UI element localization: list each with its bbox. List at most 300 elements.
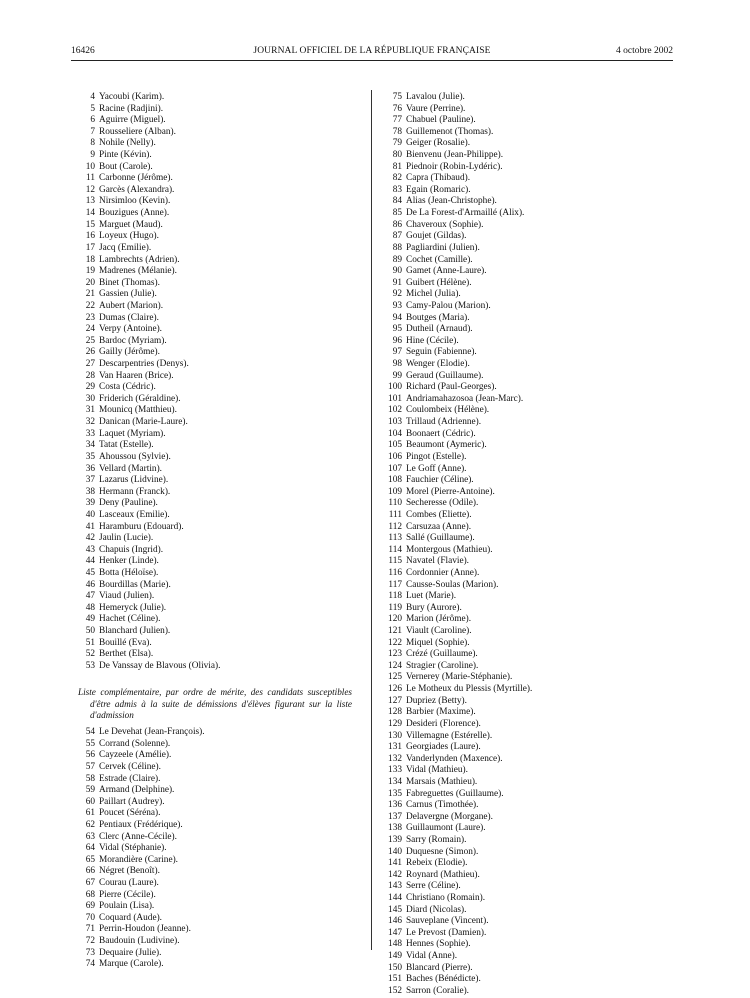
- list-item: [78, 959, 358, 971]
- candidate-name: Madrenes (Mélanie).: [99, 266, 177, 277]
- rank-number: 135: [388, 788, 402, 799]
- candidate-name: Georgiades (Laure).: [406, 742, 481, 753]
- rank-number: 93: [392, 300, 402, 311]
- list-item: [385, 905, 665, 917]
- list-item: [385, 162, 665, 174]
- candidate-name: Paillart (Audrey).: [99, 796, 165, 807]
- rank-number: 55: [85, 738, 95, 749]
- candidate-name: Andriamahazosoa (Jean-Marc).: [406, 393, 524, 404]
- page-header: [71, 44, 673, 58]
- list-item: [385, 614, 665, 626]
- rank-number: 76: [392, 103, 402, 114]
- candidate-name: Estrade (Claire).: [99, 773, 161, 784]
- rank-number: 33: [85, 428, 95, 439]
- candidate-name: Serre (Céline).: [406, 881, 461, 892]
- rank-number: 148: [388, 939, 402, 950]
- rank-number: 36: [85, 463, 95, 474]
- list-item: [385, 974, 665, 986]
- candidate-name: Vanderlynden (Maxence).: [406, 753, 503, 764]
- rank-number: 107: [388, 463, 402, 474]
- rank-number: 149: [388, 951, 402, 962]
- candidate-name: Rebeix (Elodie).: [406, 858, 468, 869]
- list-item: [385, 812, 665, 824]
- candidate-name: Bouzigues (Anne).: [99, 208, 170, 219]
- list-item: [385, 522, 665, 534]
- rank-number: 43: [85, 544, 95, 555]
- rank-number: 56: [85, 750, 95, 761]
- list-item: [385, 765, 665, 777]
- list-item: [78, 313, 358, 325]
- list-item: [385, 823, 665, 835]
- candidate-name: Combes (Eliette).: [406, 509, 472, 520]
- list-item: [78, 785, 358, 797]
- candidate-name: Hermann (Franck).: [99, 486, 171, 497]
- candidate-name: Viaud (Julien).: [99, 591, 155, 602]
- rank-number: 53: [85, 660, 95, 671]
- candidate-name: Christiano (Romain).: [406, 893, 486, 904]
- list-item: [385, 556, 665, 568]
- candidate-name: Pierre (Cécile).: [99, 889, 156, 900]
- list-item: [385, 870, 665, 882]
- list-item: [78, 739, 358, 751]
- rank-number: 106: [388, 451, 402, 462]
- candidate-name: Secheresse (Odile).: [406, 498, 479, 509]
- rank-number: 98: [392, 359, 402, 370]
- candidate-name: Crézé (Guillaume).: [406, 649, 478, 660]
- rank-number: 19: [85, 266, 95, 277]
- list-item: [385, 301, 665, 313]
- rank-number: 130: [388, 730, 402, 741]
- list-item: [78, 626, 358, 638]
- candidate-name: Verpy (Antoine).: [99, 324, 162, 335]
- rank-number: 29: [85, 382, 95, 393]
- list-item: [78, 878, 358, 890]
- candidate-name: Michel (Julia).: [406, 289, 461, 300]
- rank-number: 86: [392, 219, 402, 230]
- rank-number: 8: [90, 138, 95, 149]
- rank-number: 95: [392, 324, 402, 335]
- rank-number: 108: [388, 475, 402, 486]
- candidate-name: Le Prevost (Damien).: [406, 927, 487, 938]
- rank-number: 122: [388, 637, 402, 648]
- rank-number: 63: [85, 831, 95, 842]
- rank-number: 23: [85, 312, 95, 323]
- rank-number: 74: [85, 959, 95, 970]
- list-item: [385, 951, 665, 963]
- admission-list: [78, 92, 358, 672]
- candidate-name: Laquet (Myriam).: [99, 428, 166, 439]
- list-item: [385, 533, 665, 545]
- list-item: [385, 789, 665, 801]
- list-item: [78, 797, 358, 809]
- candidate-name: Causse-Soulas (Marion).: [406, 579, 499, 590]
- candidate-name: Le Goff (Anne).: [406, 463, 467, 474]
- list-item: [78, 231, 358, 243]
- list-item: [78, 661, 358, 673]
- list-item: [78, 440, 358, 452]
- candidate-name: Cordonnier (Anne).: [406, 567, 480, 578]
- rank-number: 84: [392, 196, 402, 207]
- candidate-name: Alias (Jean-Christophe).: [406, 196, 497, 207]
- journal-title: JOURNAL OFFICIEL DE LA RÉPUBLIQUE FRANÇAISE: [253, 46, 491, 56]
- list-item: [385, 173, 665, 185]
- list-item: [78, 832, 358, 844]
- list-item: [385, 185, 665, 197]
- list-item: [78, 820, 358, 832]
- candidate-name: Stragier (Caroline).: [406, 660, 479, 671]
- rank-number: 68: [85, 889, 95, 900]
- list-item: [78, 464, 358, 476]
- list-item: [78, 289, 358, 301]
- candidate-name: Boutges (Maria).: [406, 312, 470, 323]
- candidate-name: Lavalou (Julie).: [406, 92, 465, 102]
- list-item: [385, 127, 665, 139]
- candidate-name: Hennes (Sophie).: [406, 939, 471, 950]
- rank-number: 94: [392, 312, 402, 323]
- rank-number: 77: [392, 115, 402, 126]
- candidate-name: Vidal (Mathieu).: [406, 765, 468, 776]
- rank-number: 48: [85, 602, 95, 613]
- list-item: [78, 866, 358, 878]
- candidate-name: Lazarus (Lidvine).: [99, 475, 169, 486]
- list-item: [385, 498, 665, 510]
- rank-number: 7: [90, 126, 95, 137]
- candidate-name: Van Haaren (Brice).: [99, 370, 174, 381]
- rank-number: 38: [85, 486, 95, 497]
- rank-number: 4: [90, 92, 95, 102]
- list-item: [385, 440, 665, 452]
- rank-number: 20: [85, 277, 95, 288]
- list-item: [78, 405, 358, 417]
- list-item: [78, 255, 358, 267]
- rank-number: 26: [85, 347, 95, 358]
- rank-number: 25: [85, 335, 95, 346]
- candidate-name: Le Devehat (Jean-François).: [99, 727, 205, 738]
- candidate-name: Luet (Marie).: [406, 591, 457, 602]
- list-item: [385, 208, 665, 220]
- list-item: [385, 731, 665, 743]
- rank-number: 30: [85, 393, 95, 404]
- rank-number: 124: [388, 660, 402, 671]
- list-item: [385, 638, 665, 650]
- list-item: [78, 510, 358, 522]
- candidate-name: Bienvenu (Jean-Philippe).: [406, 150, 504, 161]
- complementary-list: [78, 727, 358, 971]
- candidate-name: Marion (Jérôme).: [406, 614, 472, 625]
- rank-number: 51: [85, 637, 95, 648]
- rank-number: 5: [90, 103, 95, 114]
- rank-number: 142: [388, 869, 402, 880]
- right-column: [385, 92, 665, 998]
- list-item: [78, 150, 358, 162]
- candidate-name: Geraud (Guillaume).: [406, 370, 484, 381]
- rank-number: 113: [388, 533, 402, 544]
- list-item: [78, 936, 358, 948]
- list-item: [78, 208, 358, 220]
- list-item: [385, 672, 665, 684]
- list-item: [78, 417, 358, 429]
- list-item: [78, 774, 358, 786]
- rank-number: 92: [392, 289, 402, 300]
- rank-number: 16: [85, 231, 95, 242]
- candidate-name: Marsais (Mathieu).: [406, 776, 478, 787]
- list-item: [385, 347, 665, 359]
- rank-number: 54: [85, 727, 95, 738]
- candidate-name: Descarpentries (Denys).: [99, 359, 189, 370]
- candidate-name: Boonaert (Cédric).: [406, 428, 476, 439]
- list-item: [385, 800, 665, 812]
- list-item: [78, 220, 358, 232]
- rank-number: 73: [85, 947, 95, 958]
- list-item: [385, 835, 665, 847]
- candidate-name: Carbonne (Jérôme).: [99, 173, 173, 184]
- list-item: [385, 603, 665, 615]
- list-item: [385, 394, 665, 406]
- rank-number: 45: [85, 567, 95, 578]
- list-item: [78, 591, 358, 603]
- rank-number: 144: [388, 893, 402, 904]
- rank-number: 150: [388, 962, 402, 973]
- candidate-name: Bout (Carole).: [99, 161, 153, 172]
- candidate-name: Marque (Carole).: [99, 959, 164, 970]
- list-item: [385, 382, 665, 394]
- rank-number: 47: [85, 591, 95, 602]
- list-item: [385, 649, 665, 661]
- rank-number: 119: [388, 602, 402, 613]
- list-item: [385, 243, 665, 255]
- candidate-name: Delavergne (Morgane).: [406, 811, 493, 822]
- candidate-name: Nirsimloo (Kevin).: [99, 196, 171, 207]
- list-item: [385, 452, 665, 464]
- list-item: [78, 162, 358, 174]
- complementary-list-note: Liste complémentaire, par ordre de mérite, des candidats susceptibles d'être admis à la suite de démissions d'élèves figurant sur la liste d'admission: [78, 687, 352, 720]
- candidate-name: Pinte (Kévin).: [99, 150, 152, 161]
- page-number: 16426: [71, 46, 95, 56]
- list-item: [385, 684, 665, 696]
- rank-number: 66: [85, 866, 95, 877]
- list-item: [385, 858, 665, 870]
- rank-number: 10: [85, 161, 95, 172]
- candidate-name: Desideri (Florence).: [406, 718, 481, 729]
- list-item: [78, 92, 358, 104]
- list-item: [78, 475, 358, 487]
- list-item: [78, 487, 358, 499]
- candidate-name: Bouillé (Eva).: [99, 637, 152, 648]
- candidate-name: Roynard (Mathieu).: [406, 869, 480, 880]
- candidate-name: Dequaire (Julie).: [99, 947, 162, 958]
- rank-number: 52: [85, 649, 95, 660]
- rank-number: 35: [85, 451, 95, 462]
- rank-number: 13: [85, 196, 95, 207]
- rank-number: 88: [392, 242, 402, 253]
- list-item: [385, 626, 665, 638]
- list-item: [385, 405, 665, 417]
- candidate-name: Vernerey (Marie-Stéphanie).: [406, 672, 513, 683]
- list-item: [385, 696, 665, 708]
- rank-number: 121: [388, 626, 402, 637]
- rank-number: 46: [85, 579, 95, 590]
- list-item: [78, 750, 358, 762]
- candidate-name: Montergous (Mathieu).: [406, 544, 493, 555]
- candidate-name: Bourdillas (Marie).: [99, 579, 171, 590]
- list-item: [385, 464, 665, 476]
- rank-number: 143: [388, 881, 402, 892]
- candidate-name: Cochet (Camille).: [406, 254, 473, 265]
- list-item: [78, 266, 358, 278]
- rank-number: 9: [90, 150, 95, 161]
- rank-number: 146: [388, 916, 402, 927]
- rank-number: 151: [388, 974, 402, 985]
- list-item: [78, 843, 358, 855]
- rank-number: 21: [85, 289, 95, 300]
- candidate-name: Friderich (Géraldine).: [99, 393, 181, 404]
- list-item: [78, 185, 358, 197]
- candidate-name: Seguin (Fabienne).: [406, 347, 477, 358]
- rank-number: 75: [392, 92, 402, 102]
- list-item: [385, 429, 665, 441]
- list-item: [78, 278, 358, 290]
- list-item: [78, 394, 358, 406]
- list-item: [385, 661, 665, 673]
- rank-number: 34: [85, 440, 95, 451]
- candidate-name: Capra (Thibaud).: [406, 173, 471, 184]
- list-item: [385, 138, 665, 150]
- candidate-name: Egain (Romaric).: [406, 184, 471, 195]
- candidate-name: Vaure (Perrine).: [406, 103, 466, 114]
- list-item: [385, 510, 665, 522]
- rank-number: 123: [388, 649, 402, 660]
- candidate-name: Cayzeele (Amélie).: [99, 750, 172, 761]
- candidate-name: Hine (Cécile).: [406, 335, 459, 346]
- rank-number: 112: [388, 521, 402, 532]
- rank-number: 152: [388, 985, 402, 996]
- complementary-list-continued: [385, 92, 665, 998]
- rank-number: 41: [85, 521, 95, 532]
- list-item: [78, 243, 358, 255]
- rank-number: 139: [388, 835, 402, 845]
- candidate-name: Guillaumont (Laure).: [406, 823, 486, 834]
- rank-number: 110: [388, 498, 402, 509]
- list-item: [385, 115, 665, 127]
- candidate-name: Sarry (Romain).: [406, 835, 467, 845]
- list-item: [385, 289, 665, 301]
- candidate-name: Yacoubi (Karim).: [99, 92, 165, 102]
- list-item: [385, 104, 665, 116]
- rank-number: 120: [388, 614, 402, 625]
- candidate-name: Trillaud (Adrienne).: [406, 417, 482, 428]
- list-item: [385, 986, 665, 998]
- list-item: [385, 417, 665, 429]
- list-item: [385, 278, 665, 290]
- rank-number: 40: [85, 509, 95, 520]
- list-item: [78, 196, 358, 208]
- rank-number: 104: [388, 428, 402, 439]
- candidate-name: Bury (Aurore).: [406, 602, 462, 613]
- candidate-name: Lasceaux (Emilie).: [99, 509, 170, 520]
- candidate-name: Morel (Pierre-Antoine).: [406, 486, 495, 497]
- candidate-name: Guibert (Hélène).: [406, 277, 472, 288]
- list-item: [78, 429, 358, 441]
- candidate-name: Jaulin (Lucie).: [99, 533, 154, 544]
- candidate-name: Goujet (Gildas).: [406, 231, 467, 242]
- candidate-name: Miquel (Sophie).: [406, 637, 470, 648]
- candidate-name: Botta (Héloïse).: [99, 567, 159, 578]
- rank-number: 71: [85, 924, 95, 935]
- list-item: [78, 382, 358, 394]
- list-item: [385, 150, 665, 162]
- rank-number: 42: [85, 533, 95, 544]
- candidate-name: Racine (Radjini).: [99, 103, 164, 114]
- candidate-name: Poucet (Séréna).: [99, 808, 161, 819]
- list-item: [78, 808, 358, 820]
- candidate-name: Bardoc (Myriam).: [99, 335, 167, 346]
- candidate-name: Deny (Pauline).: [99, 498, 158, 509]
- rank-number: 141: [388, 858, 402, 869]
- candidate-name: De La Forest-d'Armaillé (Alix).: [406, 208, 525, 219]
- candidate-name: Sallé (Guillaume).: [406, 533, 475, 544]
- list-item: [78, 359, 358, 371]
- left-column: [78, 92, 358, 971]
- column-divider: [371, 90, 372, 950]
- list-item: [78, 104, 358, 116]
- list-item: [385, 266, 665, 278]
- rank-number: 78: [392, 126, 402, 137]
- candidate-name: Dumas (Claire).: [99, 312, 159, 323]
- list-item: [78, 522, 358, 534]
- rank-number: 91: [392, 277, 402, 288]
- rank-number: 101: [388, 393, 402, 404]
- rank-number: 140: [388, 846, 402, 857]
- candidate-name: Le Motheux du Plessis (Myrtille).: [406, 684, 533, 695]
- rank-number: 22: [85, 300, 95, 311]
- rank-number: 62: [85, 819, 95, 830]
- rank-number: 126: [388, 684, 402, 695]
- rank-number: 69: [85, 901, 95, 912]
- rank-number: 37: [85, 475, 95, 486]
- candidate-name: Pentiaux (Frédérique).: [99, 819, 183, 830]
- list-item: [78, 556, 358, 568]
- rank-number: 61: [85, 808, 95, 819]
- list-item: [78, 614, 358, 626]
- publication-date: 4 octobre 2002: [616, 46, 673, 56]
- candidate-name: Blancard (Pierre).: [406, 962, 473, 973]
- list-item: [78, 545, 358, 557]
- candidate-name: Dutheil (Arnaud).: [406, 324, 473, 335]
- rank-number: 57: [85, 761, 95, 772]
- candidate-name: Baudouin (Ludivine).: [99, 936, 180, 947]
- list-item: [78, 115, 358, 127]
- rank-number: 39: [85, 498, 95, 509]
- candidate-name: Carsuzaa (Anne).: [406, 521, 472, 532]
- candidate-name: Fabreguettes (Guillaume).: [406, 788, 504, 799]
- rank-number: 65: [85, 854, 95, 865]
- list-item: [385, 916, 665, 928]
- list-item: [78, 649, 358, 661]
- rank-number: 70: [85, 912, 95, 923]
- rank-number: 14: [85, 208, 95, 219]
- candidate-name: Marguet (Maud).: [99, 219, 163, 230]
- list-item: [385, 545, 665, 557]
- candidate-name: Wenger (Elodie).: [406, 359, 470, 370]
- candidate-name: Clerc (Anne-Cécile).: [99, 831, 177, 842]
- candidate-name: De Vanssay de Blavous (Olivia).: [99, 660, 221, 671]
- list-item: [78, 580, 358, 592]
- candidate-name: Hemeryck (Julie).: [99, 602, 167, 613]
- list-item: [78, 568, 358, 580]
- rank-number: 133: [388, 765, 402, 776]
- header-rule: [71, 60, 673, 61]
- candidate-name: Beaumont (Aymeric).: [406, 440, 487, 451]
